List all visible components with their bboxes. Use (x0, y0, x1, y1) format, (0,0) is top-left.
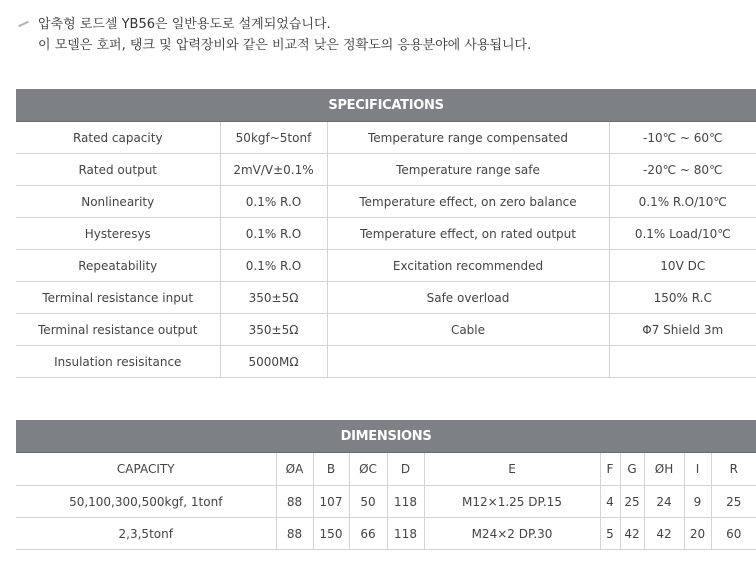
column-header: D (387, 453, 424, 486)
dimension-cell: 42 (644, 518, 684, 550)
column-header: CAPACITY (16, 453, 276, 486)
column-header: E (424, 453, 600, 486)
dimensions-row (16, 486, 756, 518)
column-header: B (313, 453, 349, 486)
dimension-cell: 9 (684, 486, 711, 518)
spec-label: Rated output (16, 154, 220, 186)
spec-label: Nonlinearity (16, 186, 220, 218)
spec-value: 350±5Ω (220, 314, 327, 346)
intro-text (18, 14, 531, 56)
dimension-cell: 118 (387, 486, 424, 518)
dimension-cell: 4 (600, 486, 620, 518)
dimension-cell: 25 (711, 486, 756, 518)
specifications-title: SPECIFICATIONS (16, 89, 756, 122)
spec-label (327, 346, 609, 378)
column-header: F (600, 453, 620, 486)
spec-value: -20℃ ~ 80℃ (609, 154, 756, 186)
intro-line-2 (18, 35, 531, 56)
dimension-cell: 50 (349, 486, 387, 518)
intro-line-1-text: 압축형 로드셀 YB56은 일반용도로 설계되었습니다. (38, 17, 331, 32)
dimension-cell: 60 (711, 518, 756, 550)
column-header: I (684, 453, 711, 486)
spec-value: 50kgf~5tonf (220, 122, 327, 154)
column-header: R (711, 453, 756, 486)
dimension-cell: 150 (313, 518, 349, 550)
dimension-cell: 42 (620, 518, 644, 550)
column-header: ØH (644, 453, 684, 486)
dimension-cell: 24 (644, 486, 684, 518)
specifications-banner (16, 89, 756, 122)
spec-row (16, 250, 756, 282)
spec-label: Repeatability (16, 250, 220, 282)
dimensions-banner (16, 420, 756, 453)
spec-label: Terminal resistance input (16, 282, 220, 314)
dimensions-title: DIMENSIONS (16, 420, 756, 453)
dimension-cell: 88 (276, 486, 313, 518)
spec-value: 10V DC (609, 250, 756, 282)
spec-label: Hysteresys (16, 218, 220, 250)
spec-value (609, 346, 756, 378)
spec-value: 150% R.C (609, 282, 756, 314)
dimensions-row (16, 518, 756, 550)
spec-label: Temperature effect, on zero balance (327, 186, 609, 218)
intro-line-2-text: 이 모델은 호퍼, 탱크 및 압력장비와 같은 비교적 낮은 정확도의 응용분야에 사용됩니다. (38, 38, 532, 53)
spec-row (16, 314, 756, 346)
spec-value: 350±5Ω (220, 282, 327, 314)
specifications-table (16, 89, 756, 378)
spec-value: 0.1% R.O (220, 218, 327, 250)
column-header: G (620, 453, 644, 486)
dimension-cell: 5 (600, 518, 620, 550)
dimension-cell: 107 (313, 486, 349, 518)
dash-bullet-icon (18, 22, 30, 28)
dimension-cell: 25 (620, 486, 644, 518)
dimension-cell: 88 (276, 518, 313, 550)
spec-label: Terminal resistance output (16, 314, 220, 346)
spec-value: 0.1% R.O (220, 186, 327, 218)
spec-label: Temperature range safe (327, 154, 609, 186)
column-header: ØC (349, 453, 387, 486)
spec-row (16, 186, 756, 218)
spec-label: Temperature effect, on rated output (327, 218, 609, 250)
dimensions-header-row (16, 453, 756, 486)
spec-label: Cable (327, 314, 609, 346)
dimension-cell: 2,3,5tonf (16, 518, 276, 550)
spec-value: 0.1% R.O (220, 250, 327, 282)
spec-label: Excitation recommended (327, 250, 609, 282)
column-header: ØA (276, 453, 313, 486)
intro-line-1 (18, 14, 531, 35)
spec-row (16, 346, 756, 378)
dimension-cell: 118 (387, 518, 424, 550)
spec-label: Temperature range compensated (327, 122, 609, 154)
spec-value: 5000MΩ (220, 346, 327, 378)
spec-row (16, 282, 756, 314)
dimension-cell: M24×2 DP.30 (424, 518, 600, 550)
dimension-cell: M12×1.25 DP.15 (424, 486, 600, 518)
dimension-cell: 50,100,300,500kgf, 1tonf (16, 486, 276, 518)
spec-value: Φ7 Shield 3m (609, 314, 756, 346)
spec-label: Insulation resisitance (16, 346, 220, 378)
spec-value: 0.1% R.O/10℃ (609, 186, 756, 218)
spec-row (16, 154, 756, 186)
spec-label: Rated capacity (16, 122, 220, 154)
dimension-cell: 20 (684, 518, 711, 550)
spec-value: -10℃ ~ 60℃ (609, 122, 756, 154)
spec-row (16, 122, 756, 154)
spec-value: 0.1% Load/10℃ (609, 218, 756, 250)
dimension-cell: 66 (349, 518, 387, 550)
dimensions-table (16, 420, 756, 550)
spec-row (16, 218, 756, 250)
spec-label: Safe overload (327, 282, 609, 314)
spec-value: 2mV/V±0.1% (220, 154, 327, 186)
